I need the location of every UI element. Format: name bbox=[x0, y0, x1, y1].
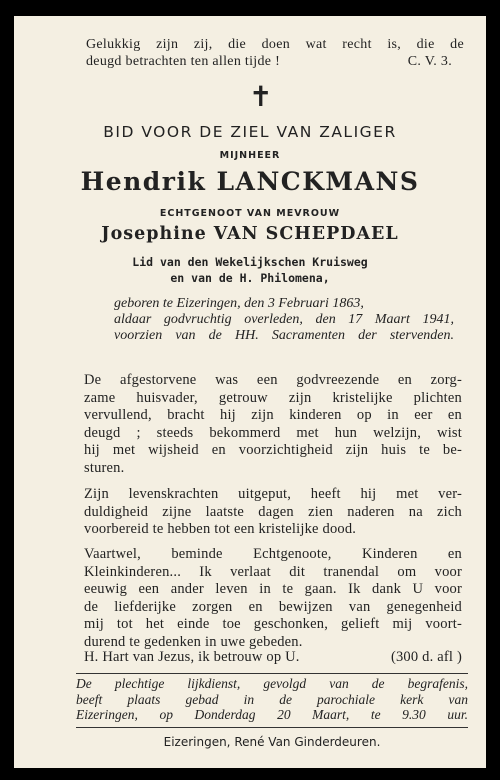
motto-line-2: deugd betrachten ten allen tijde ! bbox=[86, 54, 281, 69]
motto-line-1: Gelukkig zijn zij, die doen wat recht is, die de bbox=[86, 37, 464, 52]
paragraph-line: mij tot het einde toe geschonken, gelieft mij voort- bbox=[84, 616, 462, 632]
paragraph-line: zame huisvader, getrouw zijn kristelijke plichten bbox=[84, 389, 462, 406]
vitals-line: voorzien van de HH. Sacramenten der stervenden. bbox=[114, 328, 454, 343]
motto bbox=[86, 37, 464, 70]
funeral-line: Eizeringen, op Donderdag 20 Maart, te 9.30 uur. bbox=[76, 707, 468, 722]
indulgence-note: (300 d. afl ) bbox=[390, 649, 462, 665]
divider-top bbox=[76, 673, 468, 674]
membership-line: Lid van den Wekelijkschen Kruisweg bbox=[132, 255, 368, 269]
paragraph-line: eeuwig een ander leven in te gaan. Ik dank U voor bbox=[84, 581, 462, 597]
paragraph-farewell bbox=[84, 546, 462, 651]
funeral-notice bbox=[76, 676, 468, 723]
paragraph-line: vervullend, bracht hij zijn kinderen op in eer en bbox=[84, 407, 462, 423]
spouse-intro: ECHTGENOOT VAN MEVROUW bbox=[159, 208, 341, 219]
paragraph-line: sturen. bbox=[84, 459, 125, 476]
funeral-line: De plechtige lijkdienst, gevolgd van de begrafenis, bbox=[76, 676, 468, 691]
paragraph-line: deugd ; steeds bekommerd met hun welzijn, wist bbox=[84, 424, 462, 441]
paragraph-line: voorbereid te hebben tot een kristelijke dood. bbox=[84, 521, 357, 537]
vitals bbox=[114, 296, 454, 344]
printer-imprint: Eizeringen, René Van Ginderdeuren. bbox=[163, 735, 381, 749]
motto-reference: C. V. 3. bbox=[407, 54, 452, 69]
paragraph-line: de liefderijke zorgen en bewijzen van genegenheid bbox=[84, 598, 462, 615]
paragraph-line: Vaartwel, beminde Echtgenoote, Kinderen en bbox=[84, 546, 462, 562]
prayer-line bbox=[84, 649, 462, 667]
ejaculatory-prayer: H. Hart van Jezus, ik betrouw op U. bbox=[84, 649, 300, 665]
memorial-card bbox=[14, 16, 486, 768]
paragraph-line: Zijn levenskrachten uitgeput, heeft hij met ver- bbox=[84, 486, 462, 502]
paragraph-last-days bbox=[84, 486, 462, 539]
paragraph-line: Kleinkinderen... Ik verlaat dit tranendal om voor bbox=[84, 563, 462, 580]
membership-line: en van de H. Philomena, bbox=[170, 271, 330, 285]
membership bbox=[14, 254, 486, 286]
paragraph-character bbox=[84, 372, 462, 477]
funeral-line: beeft plaats gebad in de parochiale kerk van bbox=[76, 691, 468, 707]
spouse-name: Josephine VAN SCHEPDAEL bbox=[101, 224, 399, 244]
vitals-line: geboren te Eizeringen, den 3 Februari 1863, bbox=[114, 296, 364, 311]
divider-bottom bbox=[76, 727, 468, 728]
prayer-heading: BID VOOR DE ZIEL VAN ZALIGER bbox=[103, 123, 397, 141]
cross-icon: ✝ bbox=[249, 82, 273, 113]
paragraph-line: De afgestorvene was een godvreezende en zorg- bbox=[84, 372, 462, 388]
paragraph-line: duldigheid zijne laatste dagen zien naderen na zich bbox=[84, 503, 462, 520]
title-mijnheer: MIJNHEER bbox=[219, 150, 281, 161]
paragraph-line: durend te gedenken in uwe gebeden. bbox=[84, 633, 303, 650]
deceased-name: Hendrik LANCKMANS bbox=[80, 167, 420, 196]
paragraph-line: hij met wijsheid en voorzichtigheid zijn huis te be- bbox=[84, 442, 462, 458]
vitals-line: aldaar godvruchtig overleden, den 17 Maart 1941, bbox=[114, 312, 454, 327]
